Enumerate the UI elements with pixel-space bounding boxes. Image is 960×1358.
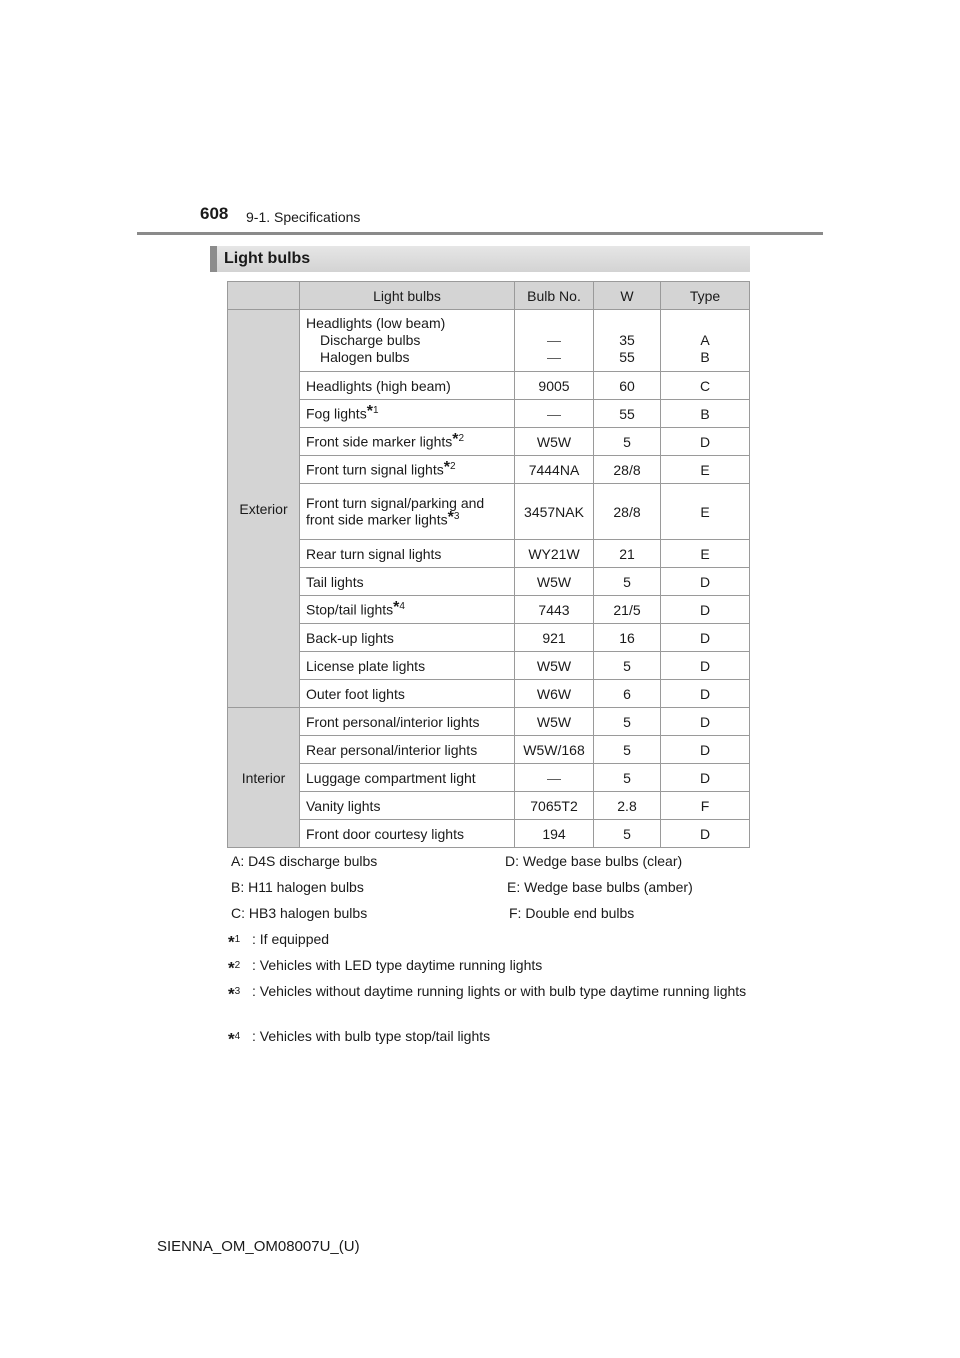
type-2: B [700, 349, 710, 365]
row-type: C [661, 372, 750, 400]
footnote-item [228, 930, 752, 953]
row-name-text: Stop/tail lights [306, 601, 394, 618]
row-watts: 5 [594, 820, 661, 848]
row-bulb: WY21W [515, 540, 594, 568]
table-row [228, 736, 750, 764]
row-bulb: 194 [515, 820, 594, 848]
row-name [300, 624, 515, 652]
row-watts: 21/5 [594, 596, 661, 624]
row-watts: 60 [594, 372, 661, 400]
row-name [300, 680, 515, 708]
row-name-text: Tail lights [306, 573, 364, 590]
row-name [300, 652, 515, 680]
footnote-asterisk: * [443, 459, 450, 477]
row-name [300, 310, 515, 372]
row-name-main: Headlights (low beam) [306, 315, 446, 331]
row-watts: 5 [594, 708, 661, 736]
footnote-marker [228, 930, 252, 953]
row-watts: 16 [594, 624, 661, 652]
column-header-type: Type [661, 282, 750, 310]
table-row [228, 484, 750, 540]
footnote-text: : Vehicles with bulb type stop/tail lights [252, 1028, 491, 1044]
footnote-item [228, 1027, 752, 1050]
row-bulb: — [515, 400, 594, 428]
table-row [228, 372, 750, 400]
row-bulb [515, 310, 594, 372]
legend-a: A: D4S discharge bulbs [231, 853, 378, 869]
section-heading-bar [210, 246, 750, 272]
row-name-text: Headlights (high beam) [306, 377, 451, 394]
row-watts: 55 [594, 400, 661, 428]
row-type: F [661, 792, 750, 820]
row-name-text: Fog lights [306, 405, 367, 422]
row-name [300, 540, 515, 568]
row-name [300, 596, 515, 624]
row-type: D [661, 680, 750, 708]
legend-c: C: HB3 halogen bulbs [231, 905, 368, 921]
section-heading: Light bulbs [224, 250, 311, 267]
footnote-number: 4 [234, 1031, 241, 1042]
table-row [228, 428, 750, 456]
table-row [228, 764, 750, 792]
table-row [228, 596, 750, 624]
row-watts: 28/8 [594, 484, 661, 540]
table-row [228, 680, 750, 708]
row-watts: 5 [594, 428, 661, 456]
group-label-exterior: Exterior [228, 310, 300, 708]
row-bulb: W5W [515, 428, 594, 456]
row-bulb: W5W [515, 652, 594, 680]
row-bulb: W5W [515, 568, 594, 596]
row-type: D [661, 764, 750, 792]
table-row [228, 540, 750, 568]
row-type: E [661, 456, 750, 484]
footnote-ref: 4 [399, 601, 405, 613]
dash-mark: — [547, 349, 561, 365]
row-name-text: Front side marker lights [306, 433, 453, 450]
row-name: Front personal/interior lights [300, 708, 515, 736]
footnote-marker [228, 982, 252, 1005]
legend-d: D: Wedge base bulbs (clear) [505, 853, 683, 869]
header-rule [137, 232, 823, 235]
legend-e: E: Wedge base bulbs (amber) [507, 879, 693, 895]
footnote-item [228, 982, 752, 1005]
row-type: D [661, 568, 750, 596]
row-type: D [661, 820, 750, 848]
row-bulb: W5W/168 [515, 736, 594, 764]
row-watts: 6 [594, 680, 661, 708]
type-1: A [700, 332, 710, 348]
row-name-text: License plate lights [306, 657, 426, 674]
table-row [228, 568, 750, 596]
row-watts: 5 [594, 568, 661, 596]
table-row [228, 310, 750, 372]
page-number: 608 [200, 204, 229, 223]
row-name [300, 456, 515, 484]
row-name-text: Outer foot lights [306, 685, 405, 702]
footnote-number: 1 [234, 934, 241, 945]
row-name: Vanity lights [300, 792, 515, 820]
row-bulb: 9005 [515, 372, 594, 400]
row-watts: 2.8 [594, 792, 661, 820]
row-name: Luggage compartment light [300, 764, 515, 792]
legend-b: B: H11 halogen bulbs [231, 879, 364, 895]
section-title: 9-1. Specifications [246, 209, 361, 225]
footnote-text: : Vehicles without daytime running lights or with bulb type daytime running lights [252, 983, 747, 999]
row-watts: 21 [594, 540, 661, 568]
row-bulb: W5W [515, 708, 594, 736]
row-type: D [661, 652, 750, 680]
row-watts [594, 310, 661, 372]
row-type: B [661, 400, 750, 428]
row-bulb: W6W [515, 680, 594, 708]
footnote-text: : Vehicles with LED type daytime running lights [252, 957, 543, 973]
row-name [300, 428, 515, 456]
footnote-item [228, 956, 752, 979]
footnote-number: 3 [234, 986, 241, 997]
row-name-text: Front turn signal/parking and front side marker lights [306, 495, 485, 528]
row-bulb: 921 [515, 624, 594, 652]
footer-doc-code: SIENNA_OM_OM08007U_(U) [157, 1238, 360, 1255]
row-bulb: 7444NA [515, 456, 594, 484]
row-name: Rear personal/interior lights [300, 736, 515, 764]
row-name [300, 400, 515, 428]
row-watts: 5 [594, 652, 661, 680]
footnote-text: : If equipped [252, 931, 330, 947]
table-row [228, 820, 750, 848]
header-blank-cell [228, 282, 300, 310]
row-type [661, 310, 750, 372]
light-bulbs-table [227, 281, 750, 848]
row-name-text: Rear turn signal lights [306, 545, 442, 562]
footnote-ref: 3 [453, 511, 460, 523]
footnote-marker [228, 1027, 252, 1050]
table-header-row [228, 282, 750, 310]
row-bulb: 7443 [515, 596, 594, 624]
row-type: D [661, 624, 750, 652]
table-row [228, 652, 750, 680]
row-type: D [661, 428, 750, 456]
footnote-asterisk: * [228, 958, 235, 978]
footnote-asterisk: * [366, 403, 373, 421]
row-watts: 28/8 [594, 456, 661, 484]
row-bulb: 3457NAK [515, 484, 594, 540]
table-row [228, 456, 750, 484]
footnote-asterisk: * [228, 1029, 235, 1049]
row-name [300, 568, 515, 596]
row-name: Front door courtesy lights [300, 820, 515, 848]
row-sub-discharge: Discharge bulbs [320, 332, 421, 348]
footnote-asterisk: * [447, 509, 454, 527]
footnote-ref: 2 [458, 433, 465, 445]
table-row [228, 400, 750, 428]
table-row [228, 792, 750, 820]
footnote-number: 2 [234, 960, 241, 971]
footnote-ref: 1 [372, 405, 379, 417]
row-name-text: Front turn signal lights [306, 461, 444, 478]
row-bulb: 7065T2 [515, 792, 594, 820]
row-type: E [661, 484, 750, 540]
row-watts: 5 [594, 736, 661, 764]
watts-1: 35 [619, 332, 635, 348]
row-name-text: Back-up lights [306, 629, 394, 646]
row-type: D [661, 736, 750, 764]
footnote-asterisk: * [228, 984, 235, 1004]
column-header-bulb-no: Bulb No. [515, 282, 594, 310]
row-type: D [661, 596, 750, 624]
row-type: D [661, 708, 750, 736]
column-header-w: W [594, 282, 661, 310]
legend-f: F: Double end bulbs [509, 905, 635, 921]
row-watts: 5 [594, 764, 661, 792]
footnote-asterisk: * [393, 599, 400, 617]
footnote-ref: 2 [449, 461, 456, 473]
row-type: E [661, 540, 750, 568]
table-row [228, 624, 750, 652]
footnote-asterisk: * [452, 431, 459, 449]
row-sub-halogen: Halogen bulbs [320, 349, 410, 365]
row-bulb: — [515, 764, 594, 792]
row-name [300, 484, 515, 540]
dash-mark: — [547, 332, 561, 348]
group-label-interior: Interior [228, 708, 300, 848]
footnote-asterisk: * [228, 932, 235, 952]
footnote-marker [228, 956, 252, 979]
table-row [228, 708, 750, 736]
column-header-light-bulbs: Light bulbs [300, 282, 515, 310]
watts-2: 55 [619, 349, 635, 365]
row-name [300, 372, 515, 400]
